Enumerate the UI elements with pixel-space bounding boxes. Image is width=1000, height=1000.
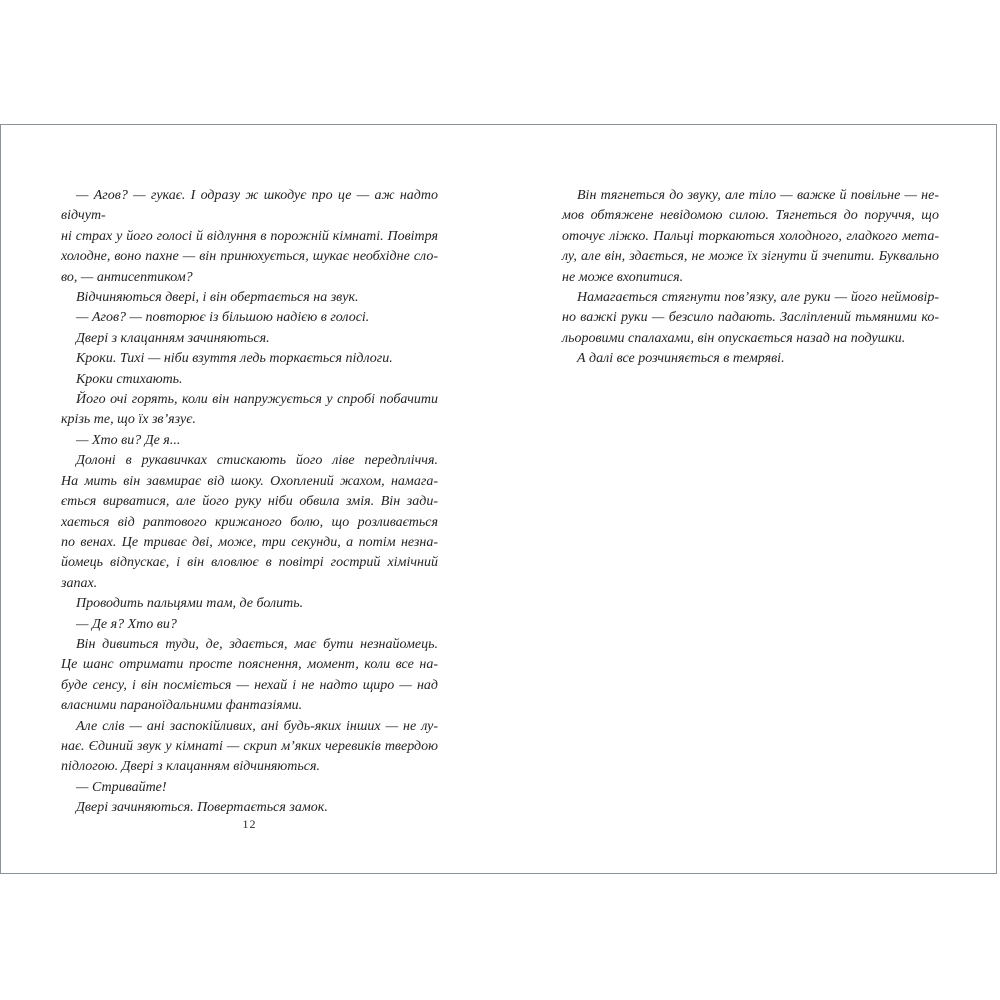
text-line: Але слів — ані заспокійливих, ані будь-яких інших — не лу- — [76, 718, 438, 734]
paragraph — [61, 615, 438, 635]
paragraph — [61, 329, 438, 349]
paragraph — [61, 635, 438, 717]
text-line: — Агов? — повторює із більшою надією в голосі. — [76, 310, 370, 326]
paragraph — [61, 717, 438, 778]
paragraph — [61, 308, 438, 328]
paragraph — [61, 798, 438, 818]
text-line: оточує ліжко. Пальці торкаються холодного, гладкого мета- — [562, 228, 939, 244]
text-line: буде сенсу, і він посміється — нехай і не надто щиро — над — [61, 677, 438, 693]
left-page-text — [61, 186, 438, 819]
text-line: не може вхопитися. — [562, 269, 684, 285]
text-line: по венах. Це триває дві, може, три секунди, а потім незна- — [61, 534, 438, 550]
text-line: лу, але він, здається, не може їх зігнути й зчепити. Буквально — [562, 249, 939, 265]
text-line: Кроки. Тихі — ніби взуття ледь торкається підлоги. — [76, 351, 393, 367]
text-line: Двері зачиняються. Повертається замок. — [76, 800, 328, 816]
text-line: крізь те, що їх зв’язує. — [61, 412, 196, 428]
text-line: Долоні в рукавичках стискають його ліве передпліччя. — [76, 453, 438, 469]
paragraph — [61, 431, 438, 451]
text-line: нає. Єдиний звук у кімнаті — скрип м’яких черевиків твердою — [61, 738, 438, 754]
text-line: йомець відпускає, і він вловлює в повітрі гострий хімічний — [61, 555, 438, 571]
paragraph — [61, 451, 438, 594]
text-line: Кроки стихають. — [76, 371, 183, 387]
text-line: На мить він завмирає від шоку. Охоплений жахом, намага- — [61, 473, 438, 489]
text-line: Двері з клацанням зачиняються. — [76, 330, 270, 346]
text-line: — Агов? — гукає. І одразу ж шкодує про це — аж надто відчут- — [61, 188, 438, 224]
text-line: А далі все розчиняється в темряві. — [577, 351, 785, 367]
text-line: хається від раптового крижаного болю, що розливається — [61, 514, 438, 530]
book-page-spread — [0, 124, 997, 874]
text-line: мов обтяжене невідомою силою. Тягнеться до поруччя, що — [562, 208, 939, 224]
text-line: власними параноїдальними фантазіями. — [61, 698, 303, 714]
paragraph — [61, 288, 438, 308]
text-line: Він тягнеться до звуку, але тіло — важке й повільне — не- — [577, 188, 939, 203]
text-line: Він дивиться туди, де, здається, має бути незнайомець. — [76, 636, 438, 652]
page-number: 12 — [242, 817, 257, 831]
text-line: но важкі руки — безсило падають. Засліплений тьмяними ко- — [562, 310, 939, 326]
text-line: — Де я? Хто ви? — [76, 616, 177, 632]
text-line: холодне, воно пахне — він принюхується, шукає необхідне сло- — [61, 249, 438, 265]
text-line: підлогою. Двері з клацанням відчиняються. — [61, 759, 320, 775]
paragraph — [562, 349, 939, 369]
text-line: — Хто ви? Де я... — [76, 432, 181, 448]
paragraph — [61, 390, 438, 431]
paragraph — [562, 288, 939, 349]
paragraph — [61, 186, 438, 288]
text-line: ється вирватися, але його руку ніби обвила змія. Він зади- — [61, 494, 438, 510]
text-line: во, — антисептиком? — [61, 269, 193, 285]
text-line: Це шанс отримати просте пояснення, момент, коли все на- — [61, 657, 438, 673]
paragraph — [61, 778, 438, 798]
right-page-text — [562, 186, 939, 370]
text-line: — Стривайте! — [76, 779, 167, 795]
text-line: Його очі горять, коли він напружується у спробі побачити — [76, 392, 438, 408]
paragraph — [61, 349, 438, 369]
text-line: ні страх у його голосі й відлуння в порожній кімнаті. Повітря — [61, 228, 438, 244]
text-line: запах. — [61, 575, 98, 591]
text-line: Відчиняються двері, і він обертається на звук. — [76, 290, 359, 306]
paragraph — [61, 370, 438, 390]
text-line: льоровими спалахами, він опускається назад на подушки. — [562, 330, 906, 346]
text-line: Проводить пальцями там, де болить. — [76, 596, 304, 612]
paragraph — [61, 594, 438, 614]
paragraph — [562, 186, 939, 288]
text-line: Намагається стягнути пов’язку, але руки — його неймовір- — [577, 290, 939, 306]
